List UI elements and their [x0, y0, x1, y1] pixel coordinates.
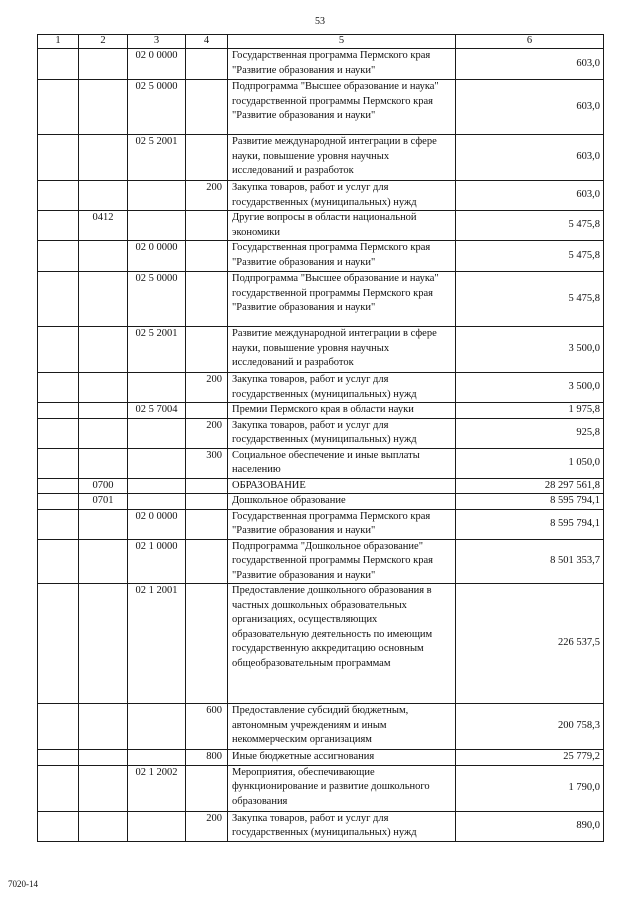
table-row [38, 49, 604, 80]
cell-amount: 603,0 [456, 135, 604, 181]
cell-col1 [38, 448, 79, 478]
cell-target-code: 02 5 7004 [128, 403, 186, 419]
cell-col1 [38, 704, 79, 750]
cell-section-code [79, 373, 128, 403]
cell-expense-type [186, 584, 228, 704]
cell-expense-type [186, 765, 228, 811]
cell-section-code [79, 765, 128, 811]
table-row [38, 448, 604, 478]
cell-description: Государственная программа Пермского края "Развитие образования и науки" [228, 49, 456, 80]
cell-expense-type [186, 403, 228, 419]
cell-section-code [79, 509, 128, 539]
table-row [38, 403, 604, 419]
table-row [38, 241, 604, 272]
table-row [38, 494, 604, 510]
cell-target-code [128, 211, 186, 241]
cell-expense-type [186, 211, 228, 241]
cell-section-code [79, 448, 128, 478]
column-header: 1 [38, 35, 79, 49]
column-header: 6 [456, 35, 604, 49]
cell-section-code [79, 135, 128, 181]
cell-section-code [79, 539, 128, 584]
table-row [38, 750, 604, 766]
cell-description: Государственная программа Пермского края "Развитие образования и науки" [228, 509, 456, 539]
table-row [38, 509, 604, 539]
table-row [38, 418, 604, 448]
cell-amount: 8 595 794,1 [456, 494, 604, 510]
cell-col1 [38, 811, 79, 841]
cell-target-code: 02 0 0000 [128, 49, 186, 80]
cell-description: Закупка товаров, работ и услуг для государственных (муниципальных) нужд [228, 418, 456, 448]
table-row [38, 135, 604, 181]
cell-description: Подпрограмма "Дошкольное образование" государственной программы Пермского края "Развитие образования и науки" [228, 539, 456, 584]
cell-amount: 1 975,8 [456, 403, 604, 419]
cell-col1 [38, 418, 79, 448]
cell-col1 [38, 211, 79, 241]
cell-description: Развитие международной интеграции в сфере науки, повышение уровня научных исследований и разработок [228, 327, 456, 373]
table-row [38, 478, 604, 494]
cell-amount: 5 475,8 [456, 272, 604, 327]
cell-description: Подпрограмма "Высшее образование и наука" государственной программы Пермского края "Развитие образования и науки" [228, 80, 456, 135]
cell-amount: 1 790,0 [456, 765, 604, 811]
cell-description: Закупка товаров, работ и услуг для государственных (муниципальных) нужд [228, 373, 456, 403]
cell-amount: 226 537,5 [456, 584, 604, 704]
table-row [38, 211, 604, 241]
cell-col1 [38, 135, 79, 181]
cell-description: Премии Пермского края в области науки [228, 403, 456, 419]
footer-code: 7020-14 [8, 879, 38, 889]
cell-section-code [79, 584, 128, 704]
table-row [38, 272, 604, 327]
cell-target-code [128, 418, 186, 448]
cell-description: Подпрограмма "Высшее образование и наука" государственной программы Пермского края "Развитие образования и науки" [228, 272, 456, 327]
cell-section-code [79, 418, 128, 448]
cell-description: ОБРАЗОВАНИЕ [228, 478, 456, 494]
cell-description: Социальное обеспечение и иные выплаты населению [228, 448, 456, 478]
cell-amount: 603,0 [456, 49, 604, 80]
cell-target-code [128, 704, 186, 750]
cell-section-code [79, 241, 128, 272]
column-header: 2 [79, 35, 128, 49]
cell-target-code: 02 5 0000 [128, 80, 186, 135]
cell-target-code [128, 373, 186, 403]
cell-section-code: 0700 [79, 478, 128, 494]
cell-target-code: 02 0 0000 [128, 509, 186, 539]
cell-section-code: 0701 [79, 494, 128, 510]
cell-description: Предоставление дошкольного образования в частных дошкольных образовательных организациях, осуществляющих образовательную деятельность по имеющим государственную аккредитацию основным общеобразовательным программам [228, 584, 456, 704]
cell-target-code: 02 5 2001 [128, 327, 186, 373]
cell-section-code [79, 403, 128, 419]
cell-col1 [38, 539, 79, 584]
cell-section-code [79, 272, 128, 327]
cell-amount: 3 500,0 [456, 373, 604, 403]
cell-section-code [79, 327, 128, 373]
cell-amount: 5 475,8 [456, 241, 604, 272]
cell-section-code [79, 181, 128, 211]
cell-expense-type: 200 [186, 181, 228, 211]
cell-description: Другие вопросы в области национальной экономики [228, 211, 456, 241]
cell-target-code [128, 750, 186, 766]
cell-amount: 925,8 [456, 418, 604, 448]
cell-amount: 25 779,2 [456, 750, 604, 766]
cell-expense-type [186, 272, 228, 327]
column-header: 5 [228, 35, 456, 49]
cell-amount: 1 050,0 [456, 448, 604, 478]
cell-amount: 603,0 [456, 80, 604, 135]
cell-expense-type [186, 539, 228, 584]
cell-section-code [79, 704, 128, 750]
table-row [38, 373, 604, 403]
cell-amount: 603,0 [456, 181, 604, 211]
cell-target-code: 02 0 0000 [128, 241, 186, 272]
cell-expense-type [186, 49, 228, 80]
table-row [38, 811, 604, 841]
cell-target-code [128, 181, 186, 211]
page-number: 53 [315, 16, 325, 27]
cell-target-code [128, 478, 186, 494]
cell-col1 [38, 765, 79, 811]
cell-description: Государственная программа Пермского края "Развитие образования и науки" [228, 241, 456, 272]
cell-amount: 8 595 794,1 [456, 509, 604, 539]
cell-description: Развитие международной интеграции в сфере науки, повышение уровня научных исследований и разработок [228, 135, 456, 181]
cell-col1 [38, 49, 79, 80]
cell-expense-type [186, 509, 228, 539]
cell-col1 [38, 327, 79, 373]
header-row [38, 35, 604, 49]
cell-col1 [38, 241, 79, 272]
cell-section-code: 0412 [79, 211, 128, 241]
cell-expense-type: 800 [186, 750, 228, 766]
cell-expense-type: 200 [186, 373, 228, 403]
cell-description: Закупка товаров, работ и услуг для государственных (муниципальных) нужд [228, 181, 456, 211]
cell-col1 [38, 750, 79, 766]
cell-description: Мероприятия, обеспечивающие функционирование и развитие дошкольного образования [228, 765, 456, 811]
cell-col1 [38, 478, 79, 494]
cell-amount: 3 500,0 [456, 327, 604, 373]
table-row [38, 539, 604, 584]
cell-target-code: 02 1 0000 [128, 539, 186, 584]
cell-target-code: 02 1 2001 [128, 584, 186, 704]
cell-amount: 28 297 561,8 [456, 478, 604, 494]
cell-target-code [128, 448, 186, 478]
column-header: 3 [128, 35, 186, 49]
cell-target-code: 02 5 2001 [128, 135, 186, 181]
cell-col1 [38, 509, 79, 539]
cell-target-code: 02 1 2002 [128, 765, 186, 811]
cell-section-code [79, 811, 128, 841]
cell-col1 [38, 403, 79, 419]
cell-expense-type: 200 [186, 811, 228, 841]
cell-description: Дошкольное образование [228, 494, 456, 510]
cell-col1 [38, 272, 79, 327]
table-row [38, 327, 604, 373]
cell-col1 [38, 584, 79, 704]
cell-expense-type [186, 135, 228, 181]
budget-table [37, 34, 604, 842]
cell-expense-type [186, 478, 228, 494]
cell-col1 [38, 181, 79, 211]
cell-expense-type: 300 [186, 448, 228, 478]
cell-expense-type: 200 [186, 418, 228, 448]
cell-expense-type [186, 80, 228, 135]
cell-section-code [79, 750, 128, 766]
column-header: 4 [186, 35, 228, 49]
cell-description: Иные бюджетные ассигнования [228, 750, 456, 766]
cell-amount: 5 475,8 [456, 211, 604, 241]
cell-target-code: 02 5 0000 [128, 272, 186, 327]
cell-amount: 8 501 353,7 [456, 539, 604, 584]
cell-section-code [79, 49, 128, 80]
table-row [38, 765, 604, 811]
cell-col1 [38, 494, 79, 510]
cell-expense-type [186, 327, 228, 373]
cell-expense-type: 600 [186, 704, 228, 750]
cell-col1 [38, 373, 79, 403]
cell-description: Предоставление субсидий бюджетным, автономным учреждениям и иным некоммерческим организациям [228, 704, 456, 750]
cell-expense-type [186, 241, 228, 272]
cell-target-code [128, 811, 186, 841]
cell-target-code [128, 494, 186, 510]
cell-section-code [79, 80, 128, 135]
cell-expense-type [186, 494, 228, 510]
table-row [38, 80, 604, 135]
table-row [38, 584, 604, 704]
table-row [38, 704, 604, 750]
cell-amount: 890,0 [456, 811, 604, 841]
cell-col1 [38, 80, 79, 135]
table-row [38, 181, 604, 211]
cell-description: Закупка товаров, работ и услуг для государственных (муниципальных) нужд [228, 811, 456, 841]
cell-amount: 200 758,3 [456, 704, 604, 750]
